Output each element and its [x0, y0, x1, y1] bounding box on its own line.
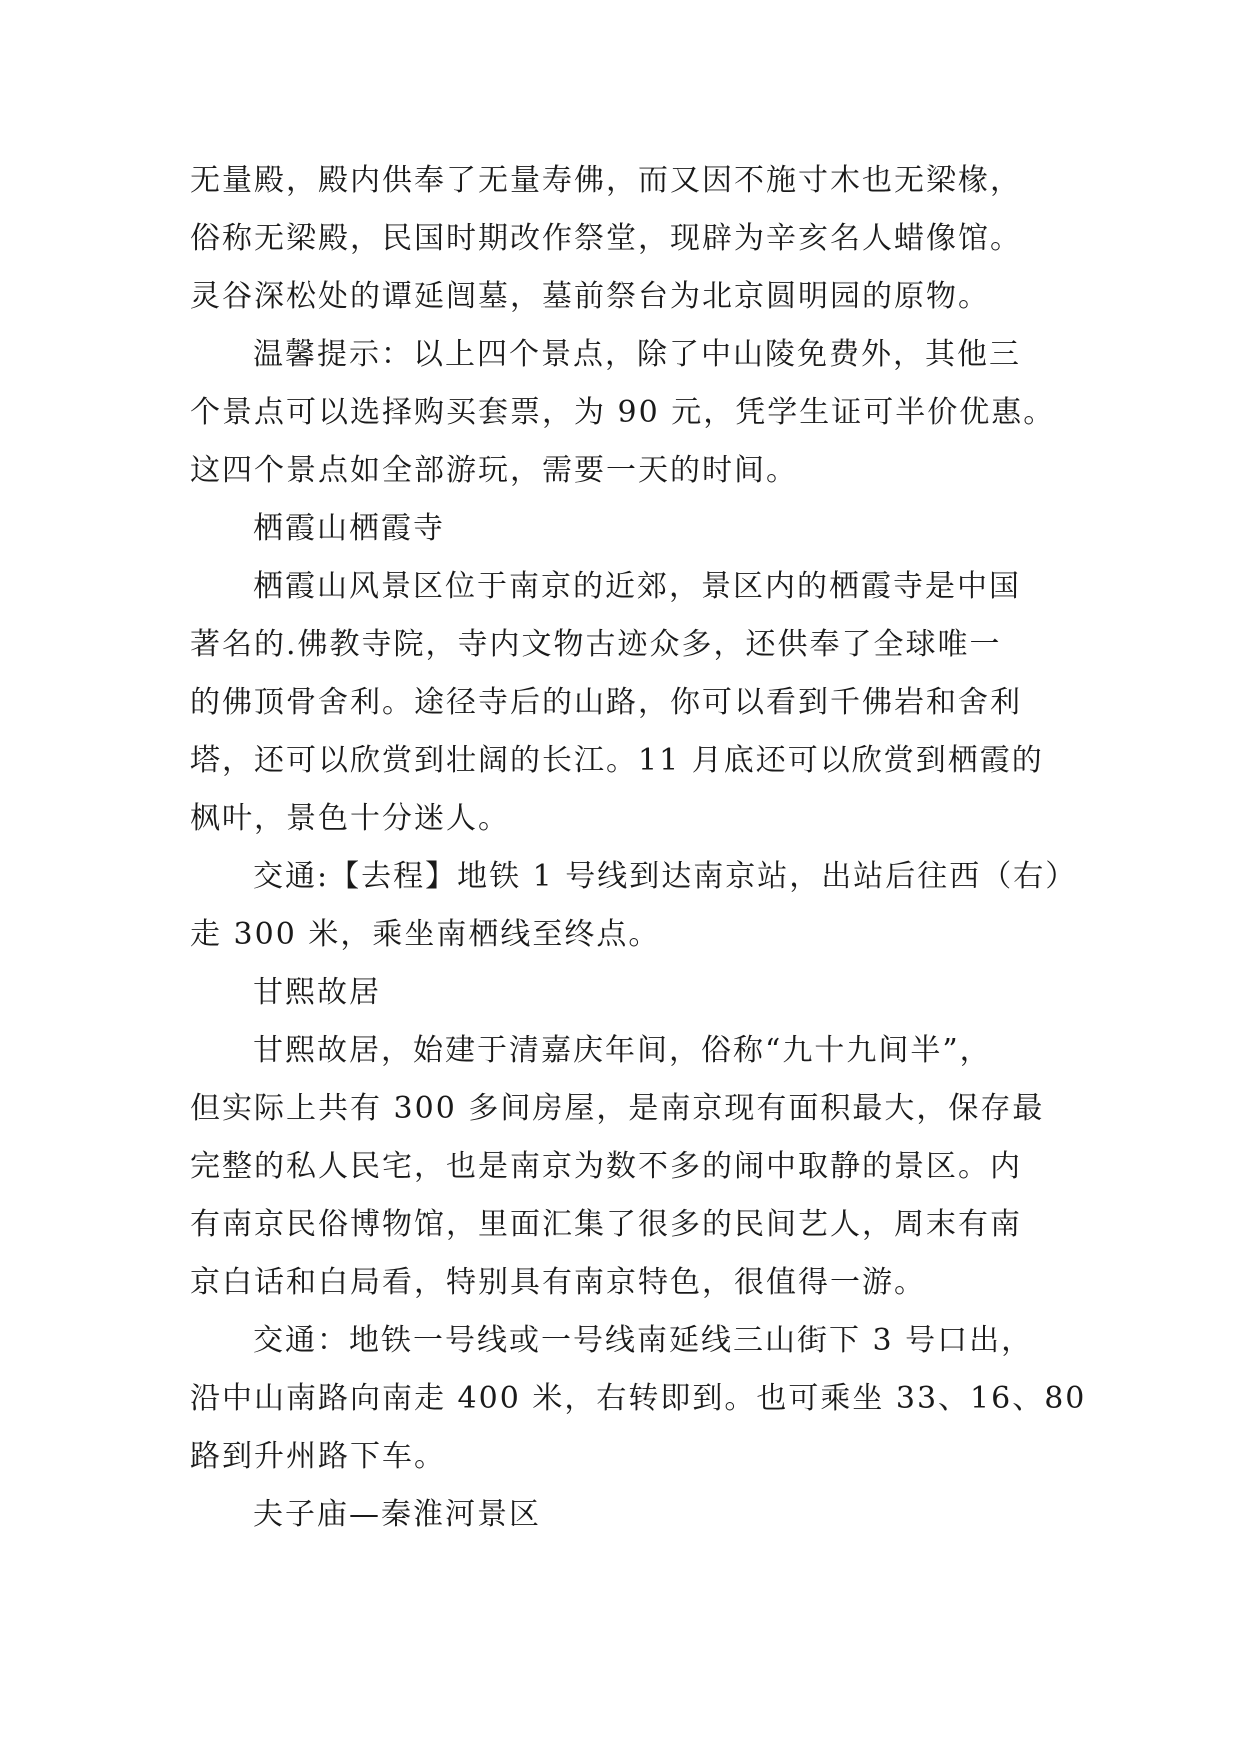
text-line: 沿中山南路向南走 400 米，右转即到。也可乘坐 33、16、80 — [190, 1381, 1087, 1416]
text-line: 的佛顶骨舍利。途径寺后的山路，你可以看到千佛岩和舍利 — [190, 685, 1022, 720]
text-line: 灵谷深松处的谭延闿墓，墓前祭台为北京圆明园的原物。 — [190, 279, 990, 314]
paragraph-qixia-transport — [190, 848, 1078, 964]
paragraph-ganxi-transport — [190, 1312, 1087, 1486]
paragraph-tip — [190, 326, 1070, 500]
paragraph-ganxi-description — [190, 1022, 1070, 1312]
text-line: 路到升州路下车。 — [190, 1439, 446, 1474]
section-heading: 甘熙故居 — [253, 975, 381, 1010]
text-line: 但实际上共有 300 多间房屋，是南京现有面积最大，保存最 — [190, 1091, 1045, 1126]
document-page — [190, 152, 1087, 1544]
text-line: 枫叶，景色十分迷人。 — [190, 801, 510, 836]
section-heading: 夫子庙—秦淮河景区 — [253, 1497, 541, 1532]
text-line: 有南京民俗博物馆，里面汇集了很多的民间艺人，周末有南 — [190, 1207, 1022, 1242]
text-line: 无量殿，殿内供奉了无量寿佛，而又因不施寸木也无梁椽， — [190, 163, 1022, 198]
text-line: 栖霞山风景区位于南京的近郊，景区内的栖霞寺是中国 — [253, 569, 1021, 604]
text-line: 塔，还可以欣赏到壮阔的长江。11 月底还可以欣赏到栖霞的 — [190, 743, 1044, 778]
section-heading-qixia — [190, 500, 1070, 558]
text-line: 温馨提示：以上四个景点，除了中山陵免费外，其他三 — [253, 337, 1021, 372]
section-heading-ganxi — [190, 964, 1070, 1022]
section-heading: 栖霞山栖霞寺 — [253, 511, 445, 546]
text-line: 这四个景点如全部游玩，需要一天的时间。 — [190, 453, 798, 488]
text-line: 交通:【去程】地铁 1 号线到达南京站，出站后往西（右） — [253, 859, 1078, 894]
text-line: 著名的.佛教寺院，寺内文物古迹众多，还供奉了全球唯一 — [190, 627, 1002, 662]
text-line: 走 300 米，乘坐南栖线至终点。 — [190, 917, 661, 952]
text-line: 完整的私人民宅，也是南京为数不多的闹中取静的景区。内 — [190, 1149, 1022, 1184]
paragraph-wuliang-hall — [190, 152, 1070, 326]
text-line: 交通：地铁一号线或一号线南延线三山街下 3 号口出， — [253, 1323, 1034, 1358]
section-heading-fuzimiao — [190, 1486, 1070, 1544]
text-line: 甘熙故居，始建于清嘉庆年间，俗称“九十九间半”， — [253, 1033, 992, 1068]
text-line: 俗称无梁殿，民国时期改作祭堂，现辟为辛亥名人蜡像馆。 — [190, 221, 1022, 256]
text-line: 京白话和白局看，特别具有南京特色，很值得一游。 — [190, 1265, 926, 1300]
paragraph-qixia-description — [190, 558, 1070, 848]
text-line: 个景点可以选择购买套票，为 90 元，凭学生证可半价优惠。 — [190, 395, 1056, 430]
